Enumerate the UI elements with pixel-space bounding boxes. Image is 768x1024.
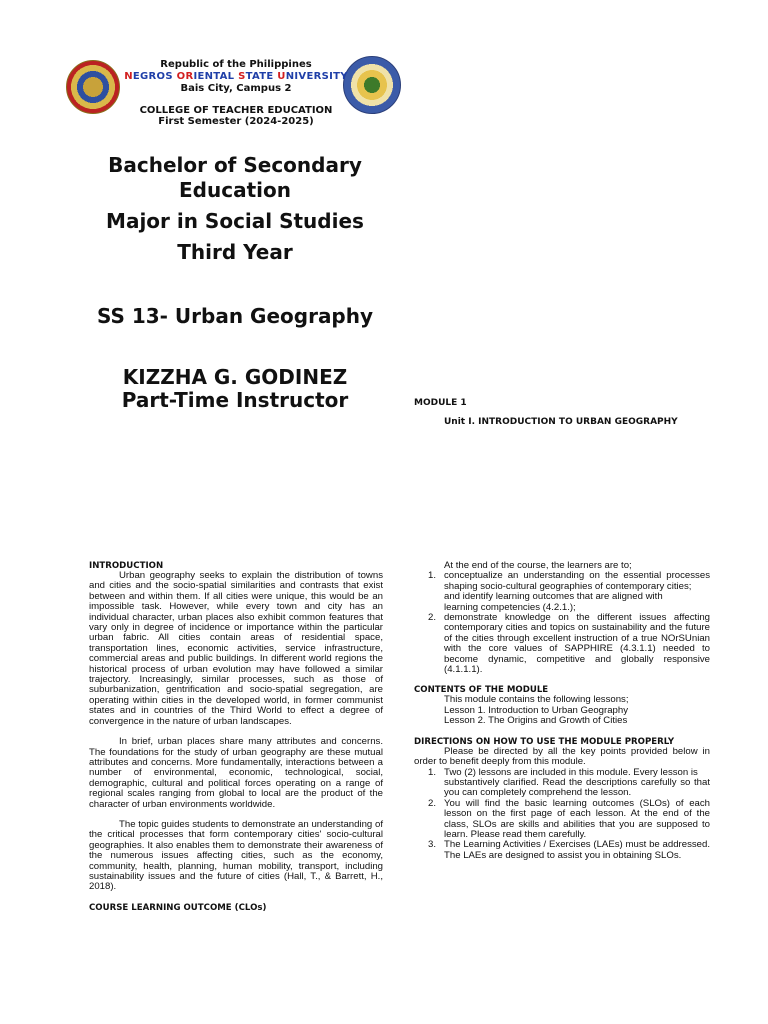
- outcome-item: 2. demonstrate knowledge on the different issues affecting contemporary cities and topics on sustainability and the future of the cities through excellent instruction of a true NOrSUnian with the core values of SAPPHIRE (4.3.1.1) needed to become dynamic, competitive and globally responsive (4.1.1.1).: [428, 612, 710, 676]
- unit-title: Unit I. INTRODUCTION TO URBAN GEOGRAPHY: [444, 417, 678, 427]
- outcome-item: learning competencies (4.2.1.);: [444, 601, 576, 613]
- program-title-line1: Bachelor of Secondary: [108, 153, 362, 177]
- university-name-part: TATE: [245, 71, 278, 82]
- lesson-item: Lesson 2. The Origins and Growth of Cities: [444, 715, 628, 727]
- directions-intro: Please be directed by all the key points provided below in order to benefit deeply from this module.: [414, 745, 710, 768]
- intro-paragraph-1: Urban geography seeks to explain the distribution of towns and cities and the socio-spatial similarities and contrasts that exist between and within them. If all cities were unique, this would be an impossible task. However, while every town and city has an individual character, urban places also exhibit common features that vary only in degree of incidence or importance within the particular urban fabric. All cities contain areas of residential space, transportation lines, economic activities, service infrastructure, commercial areas and public buildings. In different world regions the historical process of urban evolution may have followed a similar trajectory. Increasingly, similar processes, such as those of suburbanization, gentrification and socio-spatial segregation, are operating within cities in the developed world, in former communist states and in countries of the Third World to effect a degree of convergence in the nature of urban landscapes.: [89, 570, 383, 727]
- outcome-item: and identify learning outcomes that are aligned with: [444, 591, 663, 603]
- university-name-part: NIVERSITY: [285, 71, 348, 82]
- college-line: COLLEGE OF TEACHER EDUCATION: [139, 105, 333, 116]
- major-title: Major in Social Studies: [106, 209, 364, 233]
- course-title: SS 13- Urban Geography: [96, 304, 374, 328]
- outcome-item: 1. conceptualize an understanding on the essential processes shaping socio-cultural geographies of contemporary cities;: [428, 570, 710, 592]
- university-name-part: IENTAL: [193, 71, 239, 82]
- university-name-part: U: [277, 71, 286, 82]
- direction-item: 2. You will find the basic learning outcomes (SLOs) of each lesson on the first page of each lesson. At the end of the class, SLOs are skills and abilities that you are supposed to learn. Please read them carefully.: [428, 797, 710, 840]
- university-name: [118, 71, 354, 83]
- intro-paragraph-2: In brief, urban places share many attributes and concerns. The foundations for the study of urban geography are these mutual attributes and concerns. More fundamentally, interactions between a number of environmental, economic, technological, social, demographic, cultural and political forces operating on a range of regional scales ranging from global to local are the product of the character of urban environments worldwide.: [89, 736, 383, 810]
- contents-heading: CONTENTS OF THE MODULE: [414, 685, 549, 696]
- right-column: [414, 561, 710, 861]
- lesson-item: Lesson 1. Introduction to Urban Geography: [444, 704, 628, 716]
- university-name-part: N: [124, 71, 133, 82]
- left-column: [89, 561, 383, 913]
- outcomes-intro: At the end of the course, the learners are to;: [444, 560, 632, 571]
- instructor-name: KIZZHA G. GODINEZ: [122, 365, 348, 389]
- university-name-part: S: [238, 71, 246, 82]
- intro-paragraph-3: The topic guides students to demonstrate an understanding of the critical processes that form contemporary cities' socio-cultural geographies. It also enables them to demonstrate their awareness of the numerous issues affecting cities, such as the economy, community, health, planning, human mobility, transport, including sustainability issues and the future of cities (Hall, T., & Barrett, H., 2018).: [89, 818, 383, 893]
- direction-item: 1. Two (2) lessons are included in this module. Every lesson is: [428, 766, 698, 778]
- university-name-part: EGROS: [132, 71, 177, 82]
- campus-line: Bais City, Campus 2: [180, 83, 292, 94]
- program-title-line2: Education: [179, 178, 291, 202]
- semester-line: First Semester (2024-2025): [158, 116, 314, 127]
- university-name-part: OR: [176, 71, 194, 82]
- direction-item: substantively clarified. Read the descriptions carefully so that you can completely comprehend the lesson.: [444, 776, 710, 799]
- university-seal-logo: [66, 60, 120, 114]
- republic-line: Republic of the Philippines: [160, 59, 312, 70]
- clo-heading: COURSE LEARNING OUTCOME (CLOs): [89, 902, 267, 913]
- contents-intro: This module contains the following lessons;: [444, 694, 629, 706]
- introduction-heading: INTRODUCTION: [89, 561, 164, 571]
- module-label: MODULE 1: [414, 398, 467, 408]
- outcomes-list: [414, 571, 710, 675]
- directions-heading: DIRECTIONS ON HOW TO USE THE MODULE PROPERLY: [414, 736, 675, 747]
- direction-item: 3. The Learning Activities / Exercises (LAEs) must be addressed. The LAEs are designed to assist you in obtaining SLOs.: [428, 839, 710, 861]
- directions-list: [414, 768, 710, 862]
- instructor-role: Part-Time Instructor: [121, 388, 349, 412]
- year-title: Third Year: [177, 240, 293, 264]
